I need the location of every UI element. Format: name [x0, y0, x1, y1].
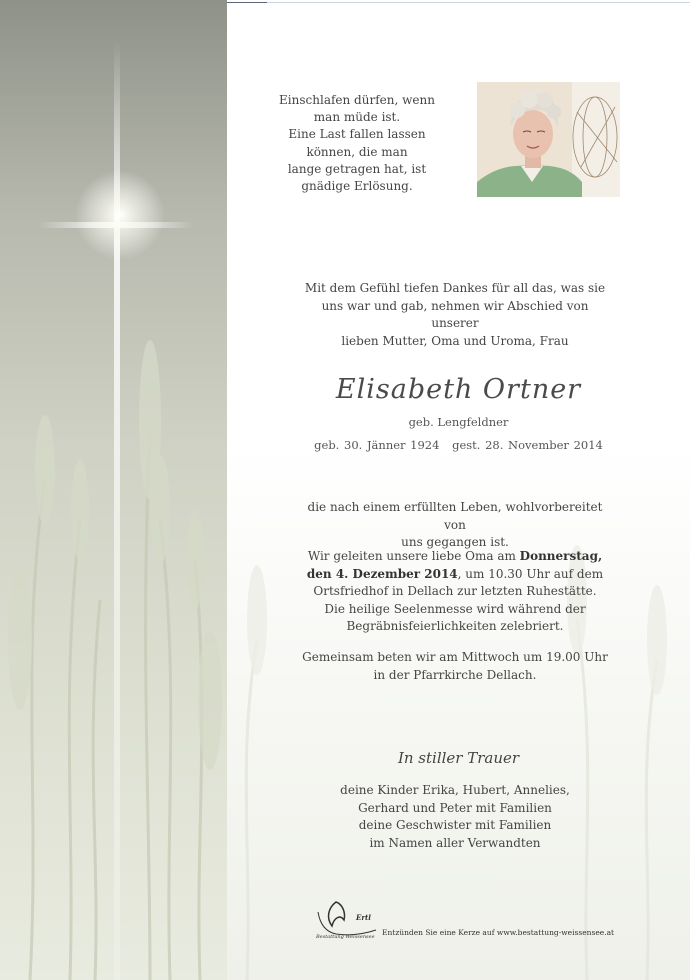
- prayer-text: [300, 649, 610, 684]
- funeral-line-5: Begräbnisfeierlichkeiten zelebriert.: [346, 619, 564, 633]
- intro-line: lieben Mutter, Oma und Uroma, Frau: [341, 333, 569, 348]
- portrait-illustration: [477, 82, 620, 197]
- mourners-line: im Namen aller Verwandten: [369, 835, 541, 850]
- funeral-line-3: Ortsfriedhof in Dellach zur letzten Ruhestätte.: [313, 584, 597, 598]
- logo-text-bestattung: Bestattung Weissensee: [316, 934, 375, 940]
- mourning-title: In stiller Trauer: [397, 749, 520, 767]
- mourners-list: [300, 782, 610, 852]
- poem-line: können, die man: [306, 144, 408, 159]
- prayer-line: Gemeinsam beten wir am Mittwoch um 19.00 Uhr: [302, 650, 608, 664]
- prayer-line: in der Pfarrkirche Dellach.: [373, 667, 537, 682]
- life-dates: [227, 438, 690, 452]
- top-divider: [227, 2, 690, 3]
- poem-line: Einschlafen dürfen, wenn: [279, 93, 435, 107]
- intro-line: Mit dem Gefühl tiefen Dankes für all das, was sie: [304, 281, 606, 295]
- passing-line: die nach einem erfüllten Leben, wohlvorbereitet von: [307, 500, 603, 532]
- funeral-line-2: [300, 566, 610, 584]
- deceased-name: Elisabeth Ortner: [335, 374, 582, 405]
- funeral-line-1-text: Wir geleiten unsere liebe Oma am: [307, 549, 520, 563]
- funeral-date: den 4. Dezember 2014: [306, 566, 458, 581]
- funeral-line-1: [300, 548, 610, 566]
- poem: [268, 92, 446, 195]
- portrait-photo: [477, 82, 620, 197]
- mourners-line: deine Kinder Erika, Hubert, Annelies,: [340, 783, 570, 797]
- death-date: gest. 28. November 2014: [452, 438, 603, 452]
- wheat-cross-image: [0, 0, 227, 980]
- funeral-day: Donnerstag,: [519, 549, 603, 563]
- poem-line: lange getragen hat, ist: [287, 161, 427, 176]
- logo-graphic: [314, 896, 380, 940]
- top-divider-accent: [227, 2, 267, 3]
- logo-text-ertl: Ertl: [356, 913, 371, 922]
- funeral-home-logo: [314, 896, 380, 940]
- poem-line: man müde ist.: [313, 110, 401, 125]
- candle-link-text[interactable]: Entzünden Sie eine Kerze auf www.bestattung-weissensee.at: [382, 928, 615, 937]
- funeral-text: [300, 548, 610, 636]
- intro-text: [300, 280, 610, 350]
- poem-line: Eine Last fallen lassen: [288, 127, 426, 142]
- wheat-background-graphic: [0, 0, 227, 980]
- passing-line: uns gegangen ist.: [401, 535, 509, 549]
- birth-date: geb. 30. Jänner 1924: [314, 438, 440, 452]
- maiden-name: geb. Lengfeldner: [408, 415, 509, 429]
- poem-line: gnädige Erlösung.: [301, 179, 413, 194]
- funeral-line-4: Die heilige Seelenmesse wird während der: [324, 601, 586, 616]
- funeral-line-2-text: , um 10.30 Uhr auf dem: [457, 566, 604, 581]
- mourners-line: Gerhard und Peter mit Familien: [358, 800, 552, 815]
- intro-line: uns war und gab, nehmen wir Abschied von unserer: [321, 298, 589, 330]
- passing-text: [300, 499, 610, 552]
- mourners-line: deine Geschwister mit Familien: [358, 818, 552, 832]
